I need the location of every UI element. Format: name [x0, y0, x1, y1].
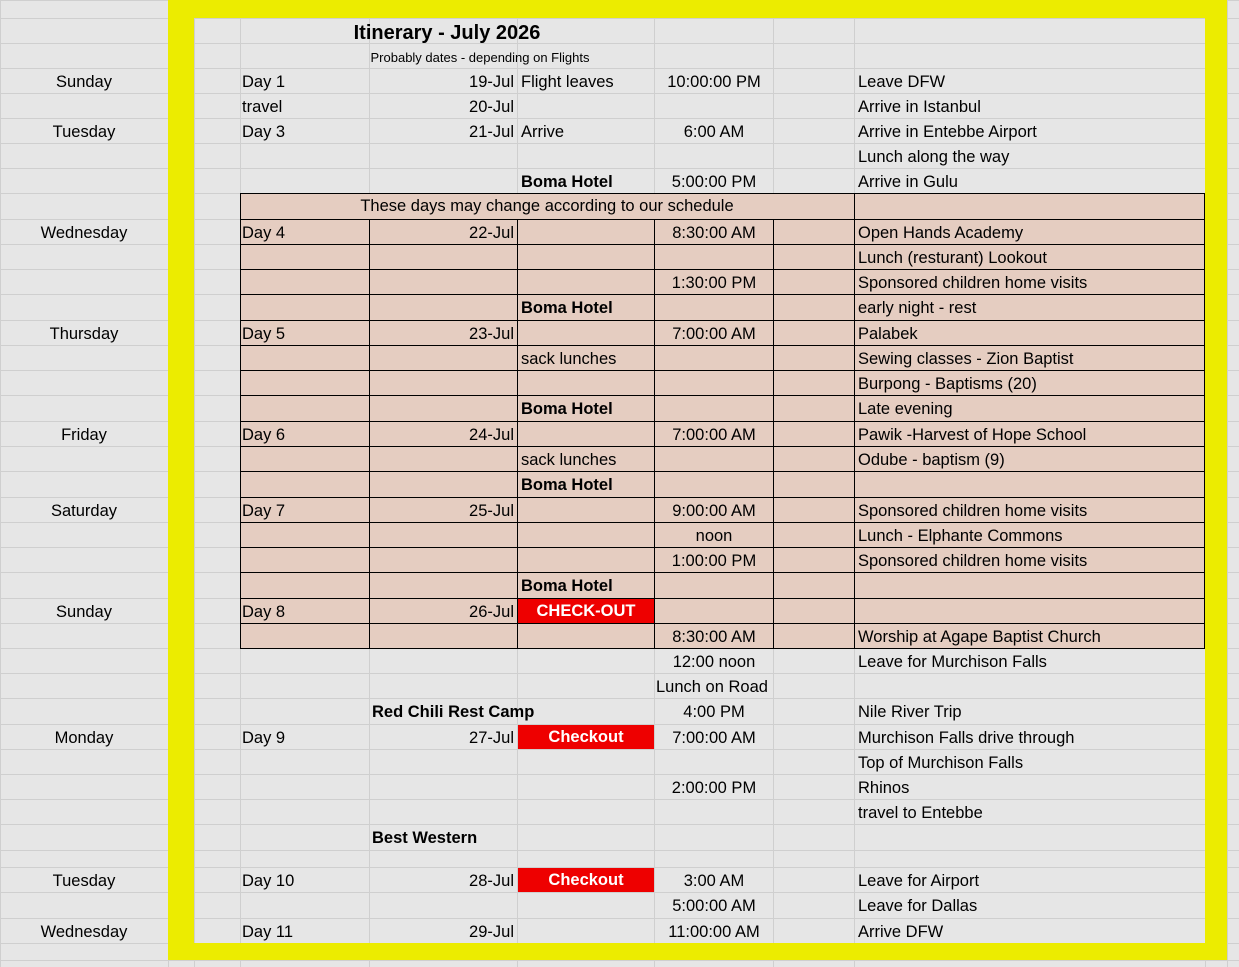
weekday-cell: Wednesday — [40, 223, 128, 242]
lodging-cell: Red Chili Rest Camp — [372, 703, 535, 721]
pink-note: These days may change according to our schedule — [360, 197, 734, 215]
day-cell: Day 7 — [242, 501, 286, 520]
note-cell: Open Hands Academy — [858, 223, 1024, 242]
day-cell: Day 9 — [242, 728, 286, 747]
day-cell: Day 3 — [242, 122, 286, 141]
date-cell: 20-Jul — [469, 97, 514, 116]
day-cell: Day 8 — [242, 602, 286, 621]
weekday-cell: Saturday — [50, 501, 118, 520]
weekday-cell: Monday — [54, 728, 114, 747]
note-cell: Top of Murchison Falls — [858, 753, 1024, 772]
checkout-badge: Checkout — [518, 868, 654, 892]
time-cell: 8:30:00 AM — [672, 627, 756, 646]
weekday-cell: Friday — [61, 425, 107, 444]
note-cell: Leave for Dallas — [858, 897, 978, 915]
page-title: Itinerary - July 2026 — [353, 22, 541, 44]
note-cell: Nile River Trip — [858, 703, 962, 721]
time-cell: 5:00:00 AM — [672, 897, 756, 915]
note-cell: Palabek — [858, 324, 918, 343]
note-cell: early night - rest — [858, 299, 977, 317]
lodging-cell: Best Western — [372, 829, 478, 847]
note-cell: Arrive in Gulu — [858, 172, 958, 191]
day-cell: Day 10 — [242, 871, 295, 890]
weekday-cell: Sunday — [56, 72, 112, 91]
day-cell: Day 6 — [242, 425, 286, 444]
date-cell: 23-Jul — [469, 324, 514, 343]
weekday-cell: Tuesday — [52, 122, 116, 141]
time-cell: 6:00 AM — [683, 122, 745, 141]
time-cell: 3:00 AM — [683, 871, 745, 890]
date-cell: 24-Jul — [469, 425, 514, 444]
note-cell: Arrive DFW — [858, 922, 944, 941]
note-cell: Sponsored children home visits — [858, 273, 1088, 292]
note-cell: Burpong - Baptisms (20) — [858, 374, 1037, 393]
checkout-badge: Checkout — [518, 725, 654, 749]
time-cell: 10:00:00 PM — [667, 72, 761, 91]
note-cell: Odube - baptism (9) — [858, 450, 1005, 469]
day-cell: Day 11 — [242, 922, 294, 941]
note-cell: Murchison Falls drive through — [858, 728, 1075, 747]
frame-top — [168, 0, 1227, 18]
date-cell: 28-Jul — [469, 871, 514, 890]
weekday-cell: Sunday — [56, 602, 112, 621]
note-cell: Arrive in Istanbul — [858, 97, 981, 116]
date-cell: 21-Jul — [469, 122, 514, 141]
note-cell: Worship at Agape Baptist Church — [858, 627, 1101, 646]
frame-right — [1205, 0, 1227, 960]
date-cell: 25-Jul — [469, 501, 514, 520]
time-cell: 7:00:00 AM — [672, 324, 756, 343]
time-cell: Lunch on Road — [656, 677, 768, 696]
page-subtitle: Probably dates - depending on Flights — [370, 50, 590, 65]
date-cell: 22-Jul — [469, 223, 514, 242]
frame-left — [168, 0, 194, 960]
date-cell: 29-Jul — [469, 922, 514, 941]
note-cell: travel to Entebbe — [858, 803, 983, 822]
activity-cell: Arrive — [521, 122, 565, 141]
note-cell: Leave for Murchison Falls — [858, 652, 1047, 671]
note-cell: Pawik -Harvest of Hope School — [858, 425, 1087, 444]
date-cell: 26-Jul — [469, 602, 514, 621]
activity-cell: Boma Hotel — [521, 400, 613, 418]
time-cell: 1:00:00 PM — [671, 551, 757, 570]
note-cell: Rhinos — [858, 778, 910, 797]
day-cell: travel — [242, 97, 283, 116]
time-cell: 8:30:00 AM — [672, 223, 756, 242]
note-cell: Sponsored children home visits — [858, 551, 1088, 570]
day-cell: Day 5 — [242, 324, 286, 343]
checkout-badge: CHECK-OUT — [518, 599, 654, 623]
time-cell: 4:00 PM — [683, 703, 745, 721]
note-cell: Arrive in Entebbe Airport — [858, 122, 1037, 141]
time-cell: 11:00:00 AM — [668, 922, 760, 941]
weekday-cell: Tuesday — [52, 871, 116, 890]
frame-bottom — [168, 943, 1227, 960]
activity-cell: Boma Hotel — [521, 577, 613, 595]
date-cell: 27-Jul — [469, 728, 514, 747]
date-cell: 19-Jul — [469, 72, 514, 91]
time-cell: 9:00:00 AM — [672, 501, 756, 520]
note-cell: Sewing classes - Zion Baptist — [858, 349, 1074, 368]
note-cell: Leave for Airport — [858, 871, 980, 890]
time-cell: 2:00:00 PM — [671, 778, 757, 797]
time-cell: 7:00:00 AM — [672, 728, 756, 747]
activity-cell: sack lunches — [521, 450, 617, 469]
time-cell: 5:00:00 PM — [671, 172, 757, 191]
activity-cell: sack lunches — [521, 349, 617, 368]
note-cell: Lunch (resturant) Lookout — [858, 248, 1047, 267]
time-cell: 1:30:00 PM — [671, 273, 757, 292]
day-cell: Day 1 — [242, 72, 286, 91]
activity-cell: Boma Hotel — [521, 476, 613, 494]
note-cell: Leave DFW — [858, 72, 946, 91]
note-cell: Late evening — [858, 400, 953, 418]
activity-cell: Flight leaves — [521, 72, 614, 91]
note-cell: Sponsored children home visits — [858, 501, 1088, 520]
activity-cell: Boma Hotel — [521, 172, 613, 191]
time-cell: 7:00:00 AM — [672, 425, 756, 444]
note-cell: Lunch along the way — [858, 147, 1010, 166]
note-cell: Lunch - Elphante Commons — [858, 526, 1063, 545]
weekday-cell: Wednesday — [40, 922, 128, 941]
time-cell: noon — [695, 526, 733, 545]
day-cell: Day 4 — [242, 223, 286, 242]
time-cell: 12:00 noon — [672, 652, 756, 671]
activity-cell: Boma Hotel — [521, 299, 613, 317]
weekday-cell: Thursday — [49, 324, 119, 343]
